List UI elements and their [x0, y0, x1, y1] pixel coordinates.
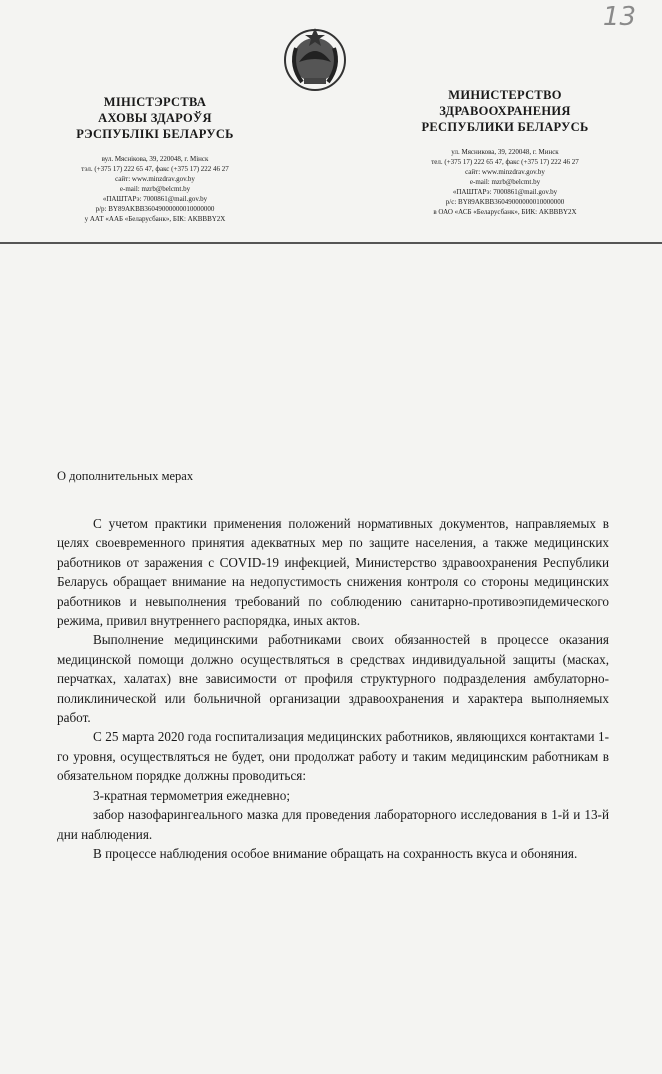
- state-emblem-icon: [282, 26, 348, 92]
- body-paragraph: С учетом практики применения положений нормативных документов, направляемых в целях своевременного принятия адекватных мер по защите населения, а также медицинских работников от заражения с COVID-19 инфекцией, Министерство здравоохранения Республики Беларусь обращает внимание на недопустимость снижения контроля со стороны медицинских работников и невыполнения требований по соблюдению санитарно-противоэпидемического режима, привил внутреннего распорядка, иных актов.: [57, 516, 609, 629]
- contact-line: e-mail: mzrb@belcmt.by: [469, 178, 541, 186]
- org-name-russian: [360, 87, 650, 135]
- org-contacts-belarusian: [20, 154, 290, 224]
- org-name-line: ЗДРАВООХРАНЕНИЯ: [439, 104, 571, 118]
- body-paragraph: забор назофарингеального мазка для проведения лабораторного исследования в 1-й и 13-й дни наблюдения.: [57, 807, 609, 842]
- contact-line: тел. (+375 17) 222 65 47, факс (+375 17) 222 46 27: [431, 158, 579, 166]
- org-name-line: АХОВЫ ЗДАРОЎЯ: [98, 111, 212, 125]
- header-right-block: [360, 87, 650, 217]
- contact-line: сайт: www.minzdrav.gov.by: [115, 175, 195, 183]
- contact-line: вул. Мяснікова, 39, 220048, г. Мінск: [101, 155, 209, 163]
- header-left-block: [20, 94, 290, 224]
- org-name-line: РЕСПУБЛИКИ БЕЛАРУСЬ: [421, 120, 589, 134]
- org-name-line: МІНІСТЭРСТВА: [103, 95, 207, 109]
- org-name-line: МИНИСТЕРСТВО: [448, 88, 562, 102]
- contact-line: «ПАШТАРэ: 7000861@mail.gov.by: [452, 188, 558, 196]
- contact-line: р/р: BY89AKBB36049000000010000000: [95, 205, 215, 213]
- body-paragraph: В процессе наблюдения особое внимание обращать на сохранность вкуса и обоняния.: [93, 845, 578, 861]
- contact-line: тэл. (+375 17) 222 65 47, факс (+375 17) 222 46 27: [81, 165, 229, 173]
- org-contacts-russian: [360, 147, 650, 217]
- body-paragraph: С 25 марта 2020 года госпитализация медицинских работников, являющихся контактами 1-го уровня, осуществляться не будет, они продолжат работу и таким медицинским работникам в обязательном порядке должны проводиться:: [57, 729, 609, 784]
- handwritten-page-number: 13: [602, 2, 636, 32]
- letter-body: [57, 514, 609, 863]
- contact-line: сайт: www.minzdrav.gov.by: [465, 168, 545, 176]
- org-name-belarusian: [20, 94, 290, 142]
- org-name-line: РЭСПУБЛІКІ БЕЛАРУСЬ: [76, 127, 234, 141]
- header-divider: [0, 242, 662, 244]
- contact-line: «ПАШТАРэ: 7000861@mail.gov.by: [102, 195, 208, 203]
- contact-line: р/с: BY89AKBB36049000000010000000: [445, 198, 565, 206]
- contact-line: e-mail: mzrb@belcmt.by: [119, 185, 191, 193]
- body-paragraph: 3-кратная термометрия ежедневно;: [93, 787, 291, 803]
- body-paragraph: Выполнение медицинскими работниками своих обязанностей в процессе оказания медицинской помощи должно осуществляться в средствах индивидуальной защиты (масках, перчатках, халатах) вне зависимости от профиля структурного подразделения амбулаторно-поликлинической или больничной организации здравоохранения и характера выполняемых работ.: [57, 632, 609, 726]
- contact-line: ул. Мясникова, 39, 220048, г. Минск: [451, 148, 559, 156]
- letter-subject: О дополнительных мерах: [57, 469, 194, 483]
- contact-line: у ААТ «ААБ «Беларусбанк», БІК: AKBBBY2X: [84, 215, 226, 223]
- contact-line: в ОАО «АСБ «Беларусбанк», БИК: AKBBBY2X: [433, 208, 577, 216]
